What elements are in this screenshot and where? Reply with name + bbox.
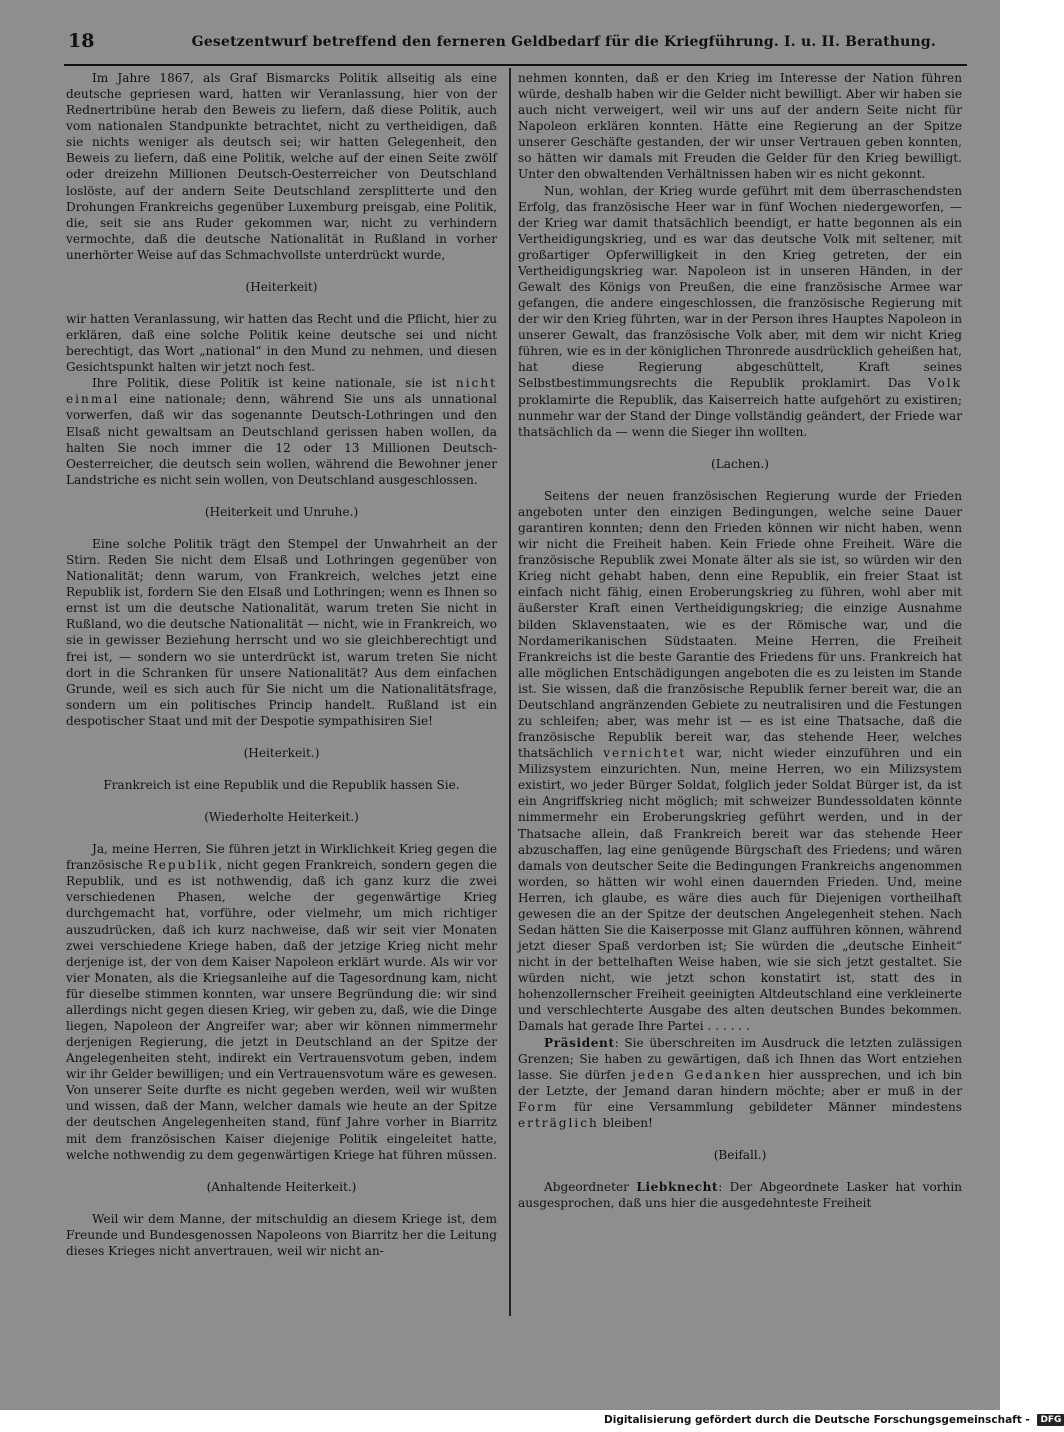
paragraph [518, 488, 962, 1035]
paragraph [66, 375, 497, 488]
text-run: hier aussprechen, und ich bin der Letzte, der Jemand daran hindern möchte; aber er muß in der [518, 1067, 962, 1098]
text-run: : Der Abgeordnete Lasker hat vorhin ausgesprochen, daß uns hier die ausgedehnteste Freiheit [518, 1180, 962, 1211]
paragraph: Weil wir dem Manne, der mitschuldig an diesem Kriege ist, dem Freunde und Bundesgenossen Napoleons von Biarritz her die Leitung dieses Krieges nicht anvertrauen, weil wir nicht an- [66, 1211, 497, 1258]
emphasis-text: Republik [147, 858, 219, 873]
paragraph: wir hatten Veranlassung, wir hatten das Recht und die Pflicht, hier zu erklären, daß eine solche Politik keine deutsche sei und nicht berechtigt, das Wort „national“ in den Mund zu nehmen, und diesen Gesichtspunkt halten wir jetzt noch fest. [66, 312, 497, 375]
interjection: (Heiterkeit.) [243, 745, 320, 760]
paragraph: Im Jahre 1867, als Graf Bismarcks Politik allseitig als eine deutsche gepriesen ward, hatten wir Veranlassung, hier von der Rednertribüne herab den Beweis zu liefern, daß diese Politik, auch vom nationalen Standpunkte betrachtet, nicht zu vertheidigen, daß sie nichts weniger als deutsch sei; wir hatten Gelegenheit, den Beweis zu liefern, daß eine Politik, welche auf der einen Seite zwölf oder dreizehn Millionen Deutsch-Oesterreicher von Deutschland loslöste, auf der andern Seite Deutschland zersplitterte und den Drohungen Frankreichs gegenüber Luxemburg preisgab, eine Politik, die, seit sie ans Ruder gekommen war, nicht zu verhindern vermochte, daß die deutsche Nationalität in Rußland in vorher unerhörter Weise auf das Schmachvollste unterdrückt wurde, [66, 71, 497, 262]
text-run: Ihre Politik, diese Politik ist keine nationale, sie ist [92, 376, 456, 391]
text-run: bleiben! [598, 1115, 653, 1130]
speaker-name: Präsident [544, 1035, 615, 1050]
paragraph: Eine solche Politik trägt den Stempel der Unwahrheit an der Stirn. Reden Sie nicht dem Elsaß und Lothringen gegenüber von Nationalität; denn warum, von Frankreich, welches jetzt eine Republik ist, fordern Sie den Elsaß und Lothringen; wenn es Ihnen so ernst ist um die deutsche Nationalität, warum treten Sie nicht in Rußland, wo die deutsche Nationalität — nicht, wie in Frankreich, wo sie in gewisser Beziehung herrscht und wo sie gleichberechtigt und frei ist, — sondern wo sie unterdrückt ist, warum treten Sie nicht dort in die Schranken für unsere Nationalität? Aus dem einfachen Grunde, weil es sich auch für Sie nicht um die Nationalitätsfrage, sondern um ein politisches Princip handelt. Rußland ist ein despotischer Staat und mit der Despotie sympathisiren Sie! [66, 536, 497, 728]
speech-paragraph [518, 1179, 962, 1211]
interjection: (Heiterkeit und Unruhe.) [204, 504, 359, 519]
page-header [68, 30, 968, 60]
interjection: (Wiederholte Heiterkeit.) [204, 810, 359, 825]
header-rule [64, 64, 967, 66]
emphasis-text: nicht einmal [66, 376, 497, 407]
speech-paragraph [518, 1035, 962, 1131]
text-run: Seitens der neuen französischen Regierung wurde der Frieden angeboten unter den einzigen Bedingungen, welche seine Dauer garantiren konnten; denn den Frieden können wir nicht haben, wenn wir nicht die Freiheit haben. Kein Friede ohne Freiheit. Wäre die französische Republik zwei Monate älter als sie ist, so würden wir den Krieg nicht gehabt haben, denn eine Republik, ein freier Staat ist einfach nicht fähig, einen Eroberungskrieg zu führen, wohl aber mit äußerster Kraft einen Vertheidigungskrieg; die einzige Ausnahme bilden Sklavenstaaten, wie es der Römische war, und die Nordamerikanischen Südstaaten. Meine Herren, die Freiheit Frankreichs ist die beste Garantie des Friedens für uns. Frankreich hat alle möglichen Entschädigungen angeboten die es zu leisten im Stande ist. Sie wissen, daß die französische Republik ferner bereit war, die an Deutschland angränzenden Gebiete zu neutralisiren und die Festungen zu schleifen; aber, was mehr ist — es ist eine Thatsache, daß die französische Republik bereit war, das stehende Heer, welches thatsächlich [518, 488, 962, 761]
text-run: , nicht gegen Frankreich, sondern gegen die Republik, und es ist nothwendig, daß ich ganz kurz die zwei verschiedenen Phasen, welche der gegenwärtige Krieg durchgemacht hat, vorführe, oder vielmehr, um mich richtiger auszudrücken, daß ich kurz nachweise, daß wir seit vier Monaten zwei verschiedene Kriege haben, daß der jetzige Krieg nicht mehr derjenige ist, der von dem Kaiser Napoleon erklärt wurde. Als wir vor vier Monaten, als die Kriegsanleihe auf die Tagesordnung kam, nicht für dieselbe stimmen konnten, war unsere Begründung die: wir sind allerdings nicht gegen diesen Krieg, wir geben zu, daß, wie die Dinge liegen, Napoleon der Angreifer war; aber wir können nimmermehr derjenigen Regierung, die jetzt in Deutschland an der Spitze der Angelegenheiten steht, indirekt ein Vertrauensvotum geben, indem wir ihr Gelder bewilligen; und ein Vertrauensvotum wäre es gewesen. Von unserer Seite durfte es nicht gegeben werden, weil wir wußten und wissen, daß der Mann, welcher damals wie heute an der Spitze der deutschen Angelegenheiten stand, fünf Jahre vorher in Biarritz mit dem französischen Kaiser diejenige Politik eingeleitet hatte, welche nothwendig zu dem gegenwärtigen Kriege hat führen müssen. [66, 858, 497, 1162]
interjection: (Anhaltende Heiterkeit.) [206, 1179, 357, 1194]
left-column [66, 70, 497, 1259]
paragraph: nehmen konnten, daß er den Krieg im Interesse der Nation führen würde, deshalb haben wir die Gelder nicht bewilligt. Aber wir haben sie auch nicht verweigert, weil wir uns auf der andern Seite nicht für Napoleon erklären konnten. Hätte eine Regierung an der Spitze unserer Geschäfte gestanden, der wir unser Vertrauen geben konnten, so hätten wir damals mit Freuden die Gelder für den Krieg bewilligt. Unter den obwaltenden Verhältnissen haben wir es nicht gekonnt. [518, 71, 962, 182]
text-run: Ja, meine Herren, Sie führen jetzt in Wirklichkeit Krieg gegen die französische [66, 842, 497, 873]
interjection: (Lachen.) [710, 456, 770, 471]
page-footer [604, 1414, 1062, 1430]
emphasis-text: jeden Gedanken [632, 1067, 763, 1082]
footer-credit: Digitalisierung gefördert durch die Deutsche Forschungsgemeinschaft - [604, 1414, 1030, 1426]
right-column [518, 70, 962, 1211]
text-run: proklamirte die Republik, das Kaiserreich hatte aufgehört zu existiren; nunmehr war der Stand der Dinge vollständig geändert, der Friede war thatsächlich da — wenn die Sieger ihn wollten. [518, 392, 962, 439]
interjection: (Beifall.) [713, 1148, 767, 1162]
column-divider [509, 68, 511, 1316]
emphasis-text: erträglich [518, 1115, 599, 1130]
text-run: für eine Versammlung gebildeter Männer mindestens [558, 1099, 962, 1114]
paragraph [518, 183, 962, 440]
text-run: war, nicht wieder einzuführen und ein Milizsystem einzurichten. Nun, meine Herren, wo ein Milizsystem existirt, wo jeder Bürger Soldat, folglich jeder Soldat Bürger ist, da ist ein Angriffskrieg nicht möglich; mit schweizer Bundessoldaten könnte nimmermehr ein Eroberungskrieg geführt werden, und in der Thatsache allein, daß Frankreich bereit war das stehende Heer abzuschaffen, lag eine genügende Bürgschaft des Friedens; und wären damals von deutscher Seite die Bedingungen Frankreichs angenommen worden, so hätten wir wohl einen dauernden Frieden. Und, meine Herren, ich glaube, es wäre dies auch für Diejenigen vortheilhaft gewesen die an der Spitze der deutschen Angelegenheit stehen. Nach Sedan hätten Sie die Kaiserposse mit Glanz aufführen können, während jetzt dieser Spaß verdorben ist; Sie würden die „deutsche Einheit“ nicht in der bettelhaften Weise haben, wie sie sich jetzt gestaltet. Sie würden nicht, wie jetzt schon konstatirt ist, statt des in hohenzollernscher Freiheit geeinigten Altdeutschland eine verkleinerte und verschlechterte Ausgabe des alten deutschen Bundes bekommen. Damals hat gerade Ihre Partei . . . . . . [518, 746, 963, 1034]
emphasis-text: Volk [927, 376, 962, 391]
speaker-name: Liebknecht [636, 1180, 719, 1195]
page-number: 18 [68, 30, 95, 52]
text-run: Abgeordneter [544, 1180, 637, 1195]
interjection: (Heiterkeit) [245, 279, 318, 294]
text-run: : Sie überschreiten im Ausdruck die letzten zulässigen Grenzen; Sie haben zu gewärtigen, daß ich Ihnen das Wort entziehen lasse. Sie dürfen [518, 1035, 962, 1082]
paragraph [66, 841, 497, 1163]
emphasis-text: vernichtet [603, 746, 687, 761]
text-run: eine nationale; denn, während Sie uns als unnational vorwerfen, daß wir das sogenannte Deutsch-Lothringen und den Elsaß nicht gewaltsam an Deutschland gerissen haben wollen, da halten Sie noch immer die 12 oder 13 Millionen Deutsch-Oesterreicher, die deutsch sein wollen, während die Bewohner jener Landstriche es nicht sein wollen, von Deutschland ausgeschlossen. [66, 392, 497, 487]
dfg-logo: DFG [1037, 1414, 1064, 1426]
running-title: Gesetzentwurf betreffend den ferneren Geldbedarf für die Kriegführung. I. u. II. Berathung. [191, 34, 936, 50]
emphasis-text: Form [518, 1099, 559, 1114]
text-run: Nun, wohlan, der Krieg wurde geführt mit dem überraschendsten Erfolg, das französische Heer war in fünf Wochen niedergeworfen, — der Krieg war damit thatsächlich beendigt, er hatte begonnen als ein Vertheidigungskrieg, und es war das deutsche Volk mit seltener, mit großartiger Opferwilligkeit in den Krieg getreten, der ein Vertheidigungskrieg war. Napoleon ist in unseren Händen, in der Gewalt des Königs von Preußen, die eine französische Armee war gefangen, die andere eingeschlossen, die französische Regierung mit der wir den Krieg führten, war in der Person ihres Hauptes Napoleon in unserer Gewalt, das französische Volk aber, mit dem wir nicht Krieg führen, wie es in der königlichen Thronrede ausdrücklich geheißen hat, hat diese Regierung abgeschüttelt, Kraft seines Selbstbestimmungsrechts die Republik proklamirt. Das [518, 183, 962, 391]
centered-line: Frankreich ist eine Republik und die Republik hassen Sie. [103, 777, 460, 792]
